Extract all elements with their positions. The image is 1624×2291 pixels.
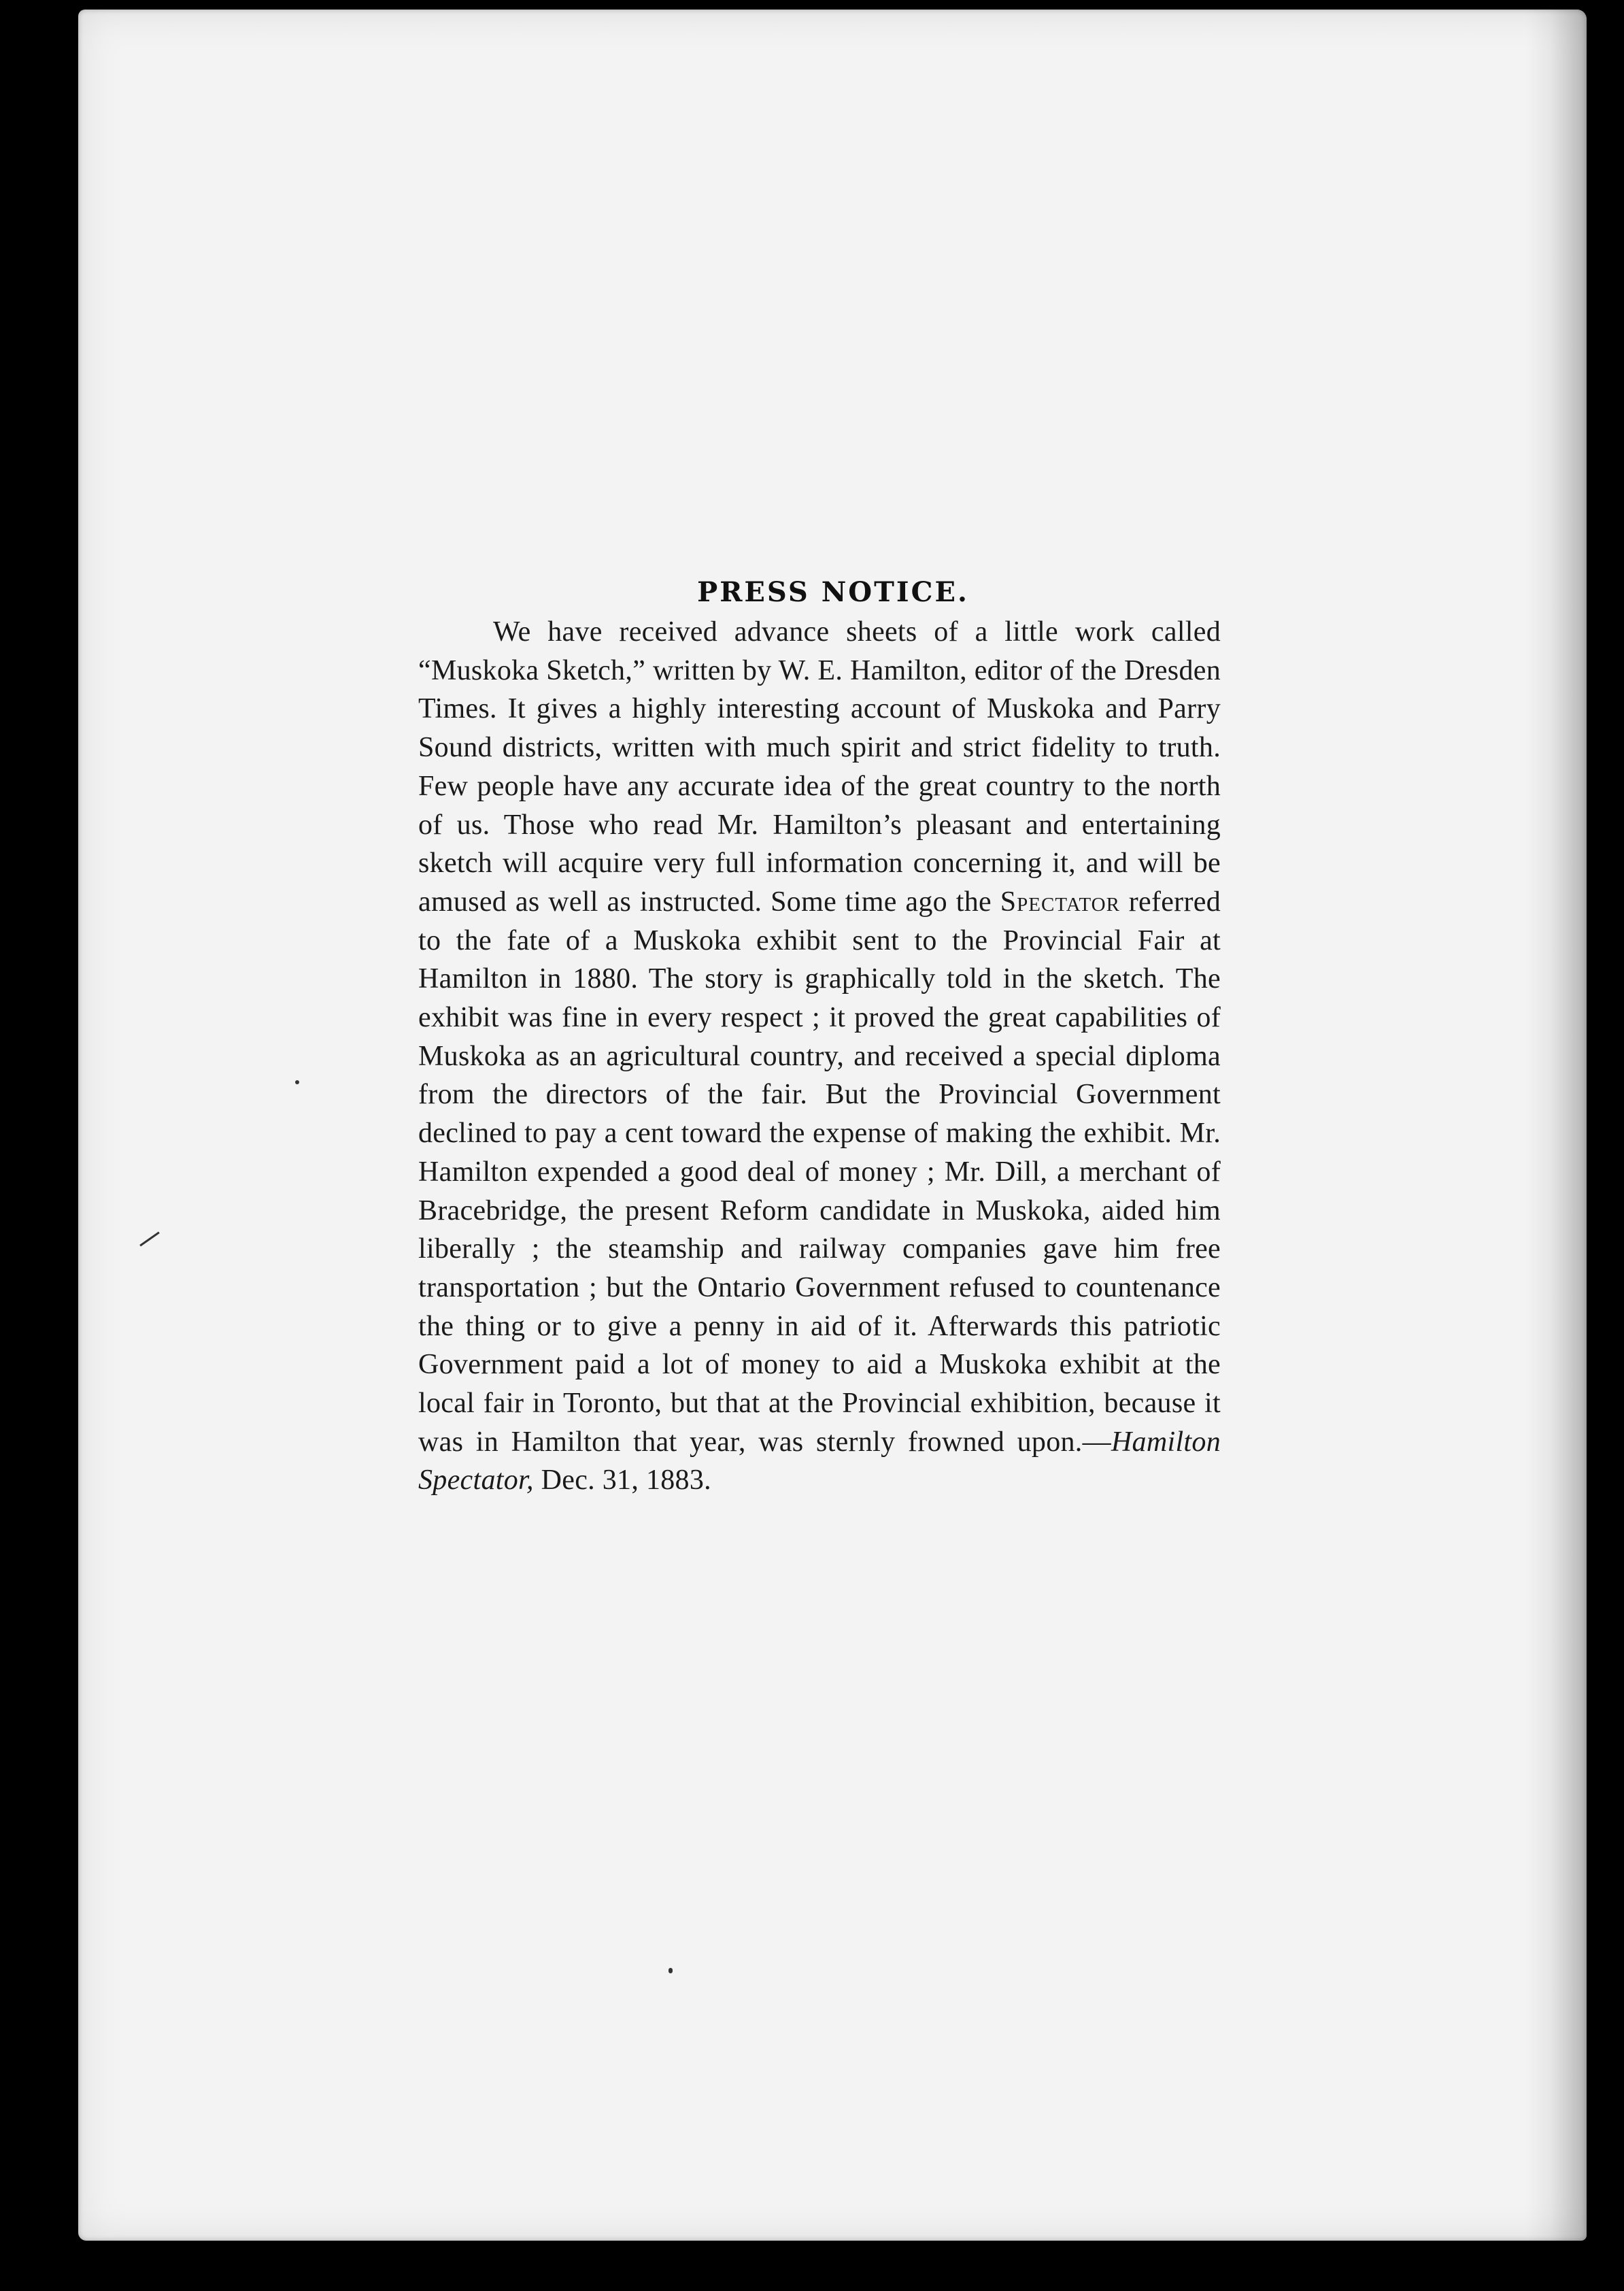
ink-speck [669, 1968, 673, 1973]
notice-title: PRESS NOTICE. [697, 576, 969, 608]
notice-date: Dec. 31, 1883. [541, 1465, 711, 1496]
notice-body [418, 613, 1221, 1500]
press-notice [418, 575, 1221, 1500]
body-text-before-name: We have received advance sheets of a little work called “Muskoka Sketch,” written by W. E. Hamilton, editor of the Dresden Times. It gives a highly interesting account of Muskoka and Parry Sound districts, written with much spirit and strict fidelity to truth. Few people have any accurate idea of the great country to the north of us. Those who read Mr. Hamilton’s pleasant and entertaining sketch will acquire very full information concerning it, and will be amused as well as instructed. Some time ago the [418, 616, 1221, 918]
page-edge-shadow [1525, 10, 1587, 2241]
body-text-after-name: referred to the fate of a Muskoka exhibit sent to the Provincial Fair at Hamilton in 1880. The story is graphically told in the sketch. The exhibit was fine in every respect ; it proved the great capabilities of Muskoka as an agricultural country, and received a special diploma from the directors of the fair. But the Provincial Government declined to pay a cent toward the expense of making the exhibit. Mr. Hamilton expended a good deal of money ; Mr. Dill, a merchant of Bracebridge, the present Reform candidate in Muskoka, aided him liberally ; the steamship and railway companies gave him free transportation ; but the Ontario Government refused to countenance the thing or to give a penny in aid of it. Afterwards this patriotic Government paid a lot of money to aid a Muskoka exhibit at the local fair in Toronto, but that at the Provincial exhibition, because it was in Hamilton that year, was sternly frowned upon.— [418, 886, 1221, 1458]
ink-speck [295, 1080, 299, 1084]
notice-source: Hamilton Spectator, [418, 1426, 1221, 1496]
newspaper-name: Spectator [1000, 886, 1120, 918]
